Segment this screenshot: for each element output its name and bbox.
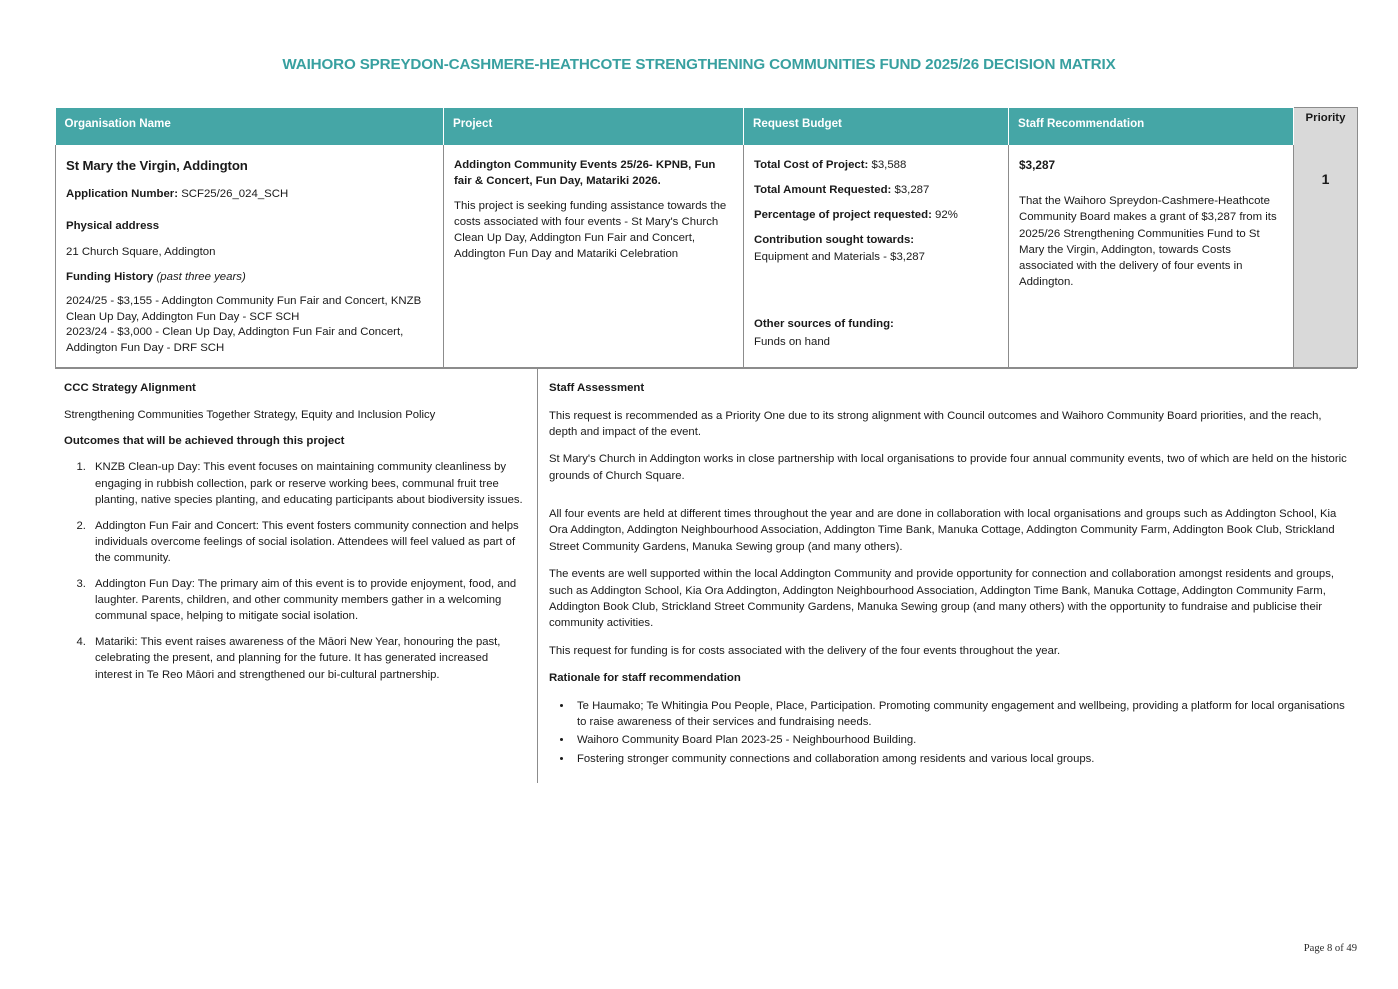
percentage-value: 92%: [935, 208, 958, 221]
percentage-requested: [754, 207, 997, 223]
detail-section: [55, 368, 1357, 783]
column-header-staff-recommendation: Staff Recommendation: [1009, 108, 1294, 145]
physical-address-value: 21 Church Square, Addington: [66, 245, 216, 258]
funding-history-title: Funding History: [66, 270, 154, 283]
percentage-label: Percentage of project requested:: [754, 208, 932, 221]
cell-project: [444, 145, 744, 368]
table-header-row: [56, 108, 1358, 145]
recommended-amount: $3,287: [1019, 157, 1056, 172]
list-item: • Fostering stronger community connections and collaboration among residents and various local groups.: [573, 751, 1347, 767]
recommendation-text: That the Waihoro Spreydon-Cashmere-Heathcote Community Board makes a grant of $3,287 from its 2025/26 Strengthening Communities Fund to St Mary the Virgin, Addington, towards Costs associated with the delivery of four events in Addington.: [1019, 195, 1277, 289]
paragraph-spacer: [549, 495, 1347, 506]
assessment-heading: Staff Assessment: [549, 382, 645, 394]
cell-staff-recommendation: [1009, 145, 1294, 368]
strategy-alignment-text: Strengthening Communities Together Strategy, Equity and Inclusion Policy: [64, 408, 436, 421]
cell-request-budget: [744, 145, 1009, 368]
column-header-priority: Priority: [1294, 108, 1358, 145]
list-item: • Te Haumako; Te Whitingia Pou People, Place, Participation. Promoting community engagement and wellbeing, providing a platform for local organisations to raise awareness of their services and fundraising needs.: [573, 698, 1347, 731]
project-title: Addington Community Events 25/26- KPNB, Fun fair & Concert, Fun Day, Matariki 2026.: [454, 158, 716, 187]
total-requested-value: $3,287: [894, 183, 930, 196]
physical-address-label: Physical address: [66, 220, 160, 233]
column-header-organisation: Organisation Name: [56, 108, 444, 145]
application-number-label: Application Number:: [66, 188, 179, 201]
cell-priority: 1: [1294, 145, 1358, 368]
other-sources-label: Other sources of funding:: [754, 318, 894, 331]
column-header-project: Project: [444, 108, 744, 145]
total-amount-requested: [754, 182, 997, 198]
cell-organisation: [56, 145, 444, 368]
total-cost-value: $3,588: [871, 158, 907, 171]
organisation-name: St Mary the Virgin, Addington: [66, 157, 248, 173]
contribution-value: Equipment and Materials - $3,287: [754, 251, 925, 264]
staff-assessment-panel: [538, 369, 1357, 783]
total-cost-label: Total Cost of Project:: [754, 158, 869, 171]
list-item: 4. Matariki: This event raises awareness of the Māori New Year, honouring the past, celebrating the present, and planning for the future. It has generated increased interest in Te Reo Māori and strengthened our bi-cultural partnership.: [89, 634, 525, 683]
application-number: [66, 186, 432, 202]
funding-history-entry: 2024/25 - $3,155 - Addington Community Fun Fair and Concert, KNZB Clean Up Day, Addington Fun Day - SCF SCH: [66, 294, 422, 323]
decision-matrix-table: [55, 107, 1358, 368]
funding-history-label: [66, 269, 432, 285]
assessment-paragraph: All four events are held at different times throughout the year and are done in collaboration with local organisations and groups such as Addington School, Kia Ora Addington, Addington Neighbourhood Association, Addington Time Bank, Manuka Cottage, Addington Community Farm, Addington Book Club, Strickland Street Community Gardens, Manuka Sewing group (and many others).: [549, 508, 1337, 553]
outcomes-heading: Outcomes that will be achieved through this project: [64, 434, 345, 447]
list-item: • Waihoro Community Board Plan 2023-25 - Neighbourhood Building.: [573, 732, 1347, 748]
funding-history-note: (past three years): [156, 270, 246, 283]
outcomes-list: [64, 459, 525, 683]
application-number-value: SCF25/26_024_SCH: [181, 188, 289, 201]
list-item: 3. Addington Fun Day: The primary aim of this event is to provide enjoyment, food, and laughter. Parents, children, and other community members gather in a welcoming communal space, helping to mitigate social isolation.: [89, 576, 525, 625]
total-cost-of-project: [754, 157, 997, 173]
strategy-heading: CCC Strategy Alignment: [64, 382, 196, 394]
other-sources-value: Funds on hand: [754, 335, 830, 348]
column-header-request-budget: Request Budget: [744, 108, 1009, 145]
page-title: WAIHORO SPREYDON-CASHMERE-HEATHCOTE STRENGTHENING COMMUNITIES FUND 2025/26 DECISION MATRIX: [282, 56, 1116, 73]
budget-spacer: [754, 274, 997, 316]
assessment-paragraph: This request is recommended as a Priority One due to its strong alignment with Council outcomes and Waihoro Community Board priorities, and the reach, depth and impact of the event.: [549, 409, 1322, 438]
table-row: [56, 145, 1358, 368]
funding-history-entry: 2023/24 - $3,000 - Clean Up Day, Addington Fun Fair and Concert, Addington Fun Day - DRF SCH: [66, 326, 404, 355]
assessment-paragraph: The events are well supported within the local Addington Community and provide opportunity for connection and collaboration amongst residents and groups, such as Addington School, Kia Ora Addington, Addington Neighbourhood Association, Addington Time Bank, Manuka Cottage, Addington Community Farm, Addington Book Club, Strickland Street Community Gardens, Manuka Sewing group (and many others) with the opportunity to fundraise and publicise their community activities.: [549, 568, 1334, 630]
total-requested-label: Total Amount Requested:: [754, 183, 892, 196]
list-item: 2. Addington Fun Fair and Concert: This event fosters community connection and helps individuals overcome feelings of social isolation. Attendees will feel valued as part of the community.: [89, 518, 525, 567]
assessment-paragraph: This request for funding is for costs associated with the delivery of the four events throughout the year.: [549, 644, 1061, 657]
strategy-alignment-panel: [55, 369, 538, 783]
rationale-list: [549, 698, 1347, 768]
page-footer: Page 8 of 49: [1303, 943, 1357, 954]
assessment-paragraph: St Mary's Church in Addington works in close partnership with local organisations to provide four annual community events, two of which are held on the historic grounds of Church Square.: [549, 453, 1347, 482]
list-item: 1. KNZB Clean-up Day: This event focuses on maintaining community cleanliness by engaging in rubbish collection, park or reserve working bees, communal fruit tree planting, native species planting, and educating participants about biodiversity issues.: [89, 459, 525, 508]
rationale-heading: Rationale for staff recommendation: [549, 672, 741, 685]
project-description: This project is seeking funding assistance towards the costs associated with four events - St Mary's Church Clean Up Day, Addington Fun Fair and Concert, Addington Fun Day and Matariki Celebration: [454, 199, 727, 261]
contribution-label: Contribution sought towards:: [754, 234, 915, 247]
